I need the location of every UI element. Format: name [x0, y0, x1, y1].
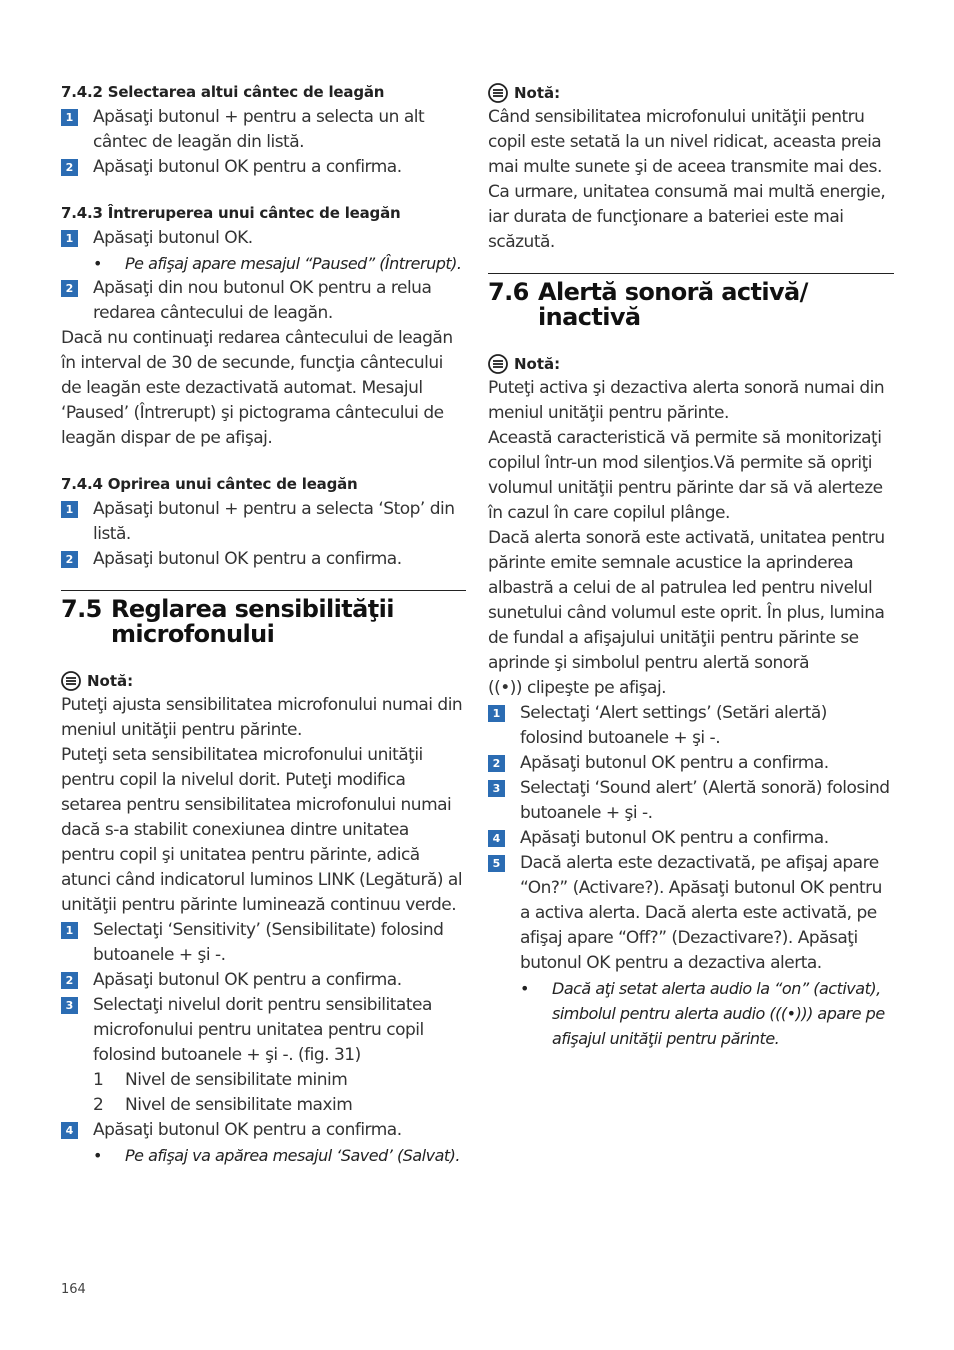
- step-text: Selectaţi ‘Alert settings’ (Setări alertă) folosind butoanele + şi -.: [520, 703, 827, 748]
- paragraph-text: clipeşte pe afişaj.: [526, 678, 667, 698]
- note-icon: [488, 83, 508, 103]
- sound-alert-icon: ((•)): [488, 678, 523, 698]
- section-title: [61, 597, 466, 647]
- step-text: Selectaţi ‘Sound alert’ (Alertă sonoră) folosind butoanele + şi -.: [520, 778, 890, 823]
- step-badge: 2: [61, 972, 78, 989]
- bullet-item: • Pe afişaj apare mesajul “Paused” (Întrerupt).: [93, 254, 462, 273]
- heading-7-4-3: 7.4.3 Întreruperea unui cântec de leagăn: [61, 204, 401, 222]
- step-badge: 2: [61, 159, 78, 176]
- sublist-text: Nivel de sensibilitate minim: [125, 1070, 348, 1090]
- section-title-text: Alertă sonoră activă/ inactivă: [538, 278, 808, 331]
- step-badge: 2: [488, 755, 505, 772]
- paragraph: Când sensibilitatea microfonului unităţii pentru copil este setată la un nivel ridicat, aceasta preia mai multe sunete şi de aceea transmite mai des. Ca urmare, unitatea consumă mai multă energie, iar durata de funcţionare a bateriei este mai scăzută.: [488, 107, 886, 252]
- step-text: Apăsaţi butonul OK pentru a confirma.: [93, 1120, 402, 1140]
- note-label: Notă:: [514, 83, 561, 102]
- step: [61, 226, 466, 251]
- note-header: [61, 668, 466, 693]
- note-header: [488, 80, 894, 105]
- bullet-text: ) apare pe afişajul unităţii pentru părinte.: [552, 1004, 885, 1048]
- step-text: Apăsaţi butonul + pentru a selecta un alt cântec de leagăn din listă.: [93, 107, 425, 152]
- step-badge: 4: [61, 1122, 78, 1139]
- note-icon: [61, 671, 81, 691]
- step: [61, 276, 466, 326]
- note-label: Notă:: [514, 354, 561, 373]
- step-text: Dacă alerta este dezactivată, pe afişaj apare “On?” (Activare?). Apăsaţi butonul OK pentru a activa alerta. Dacă alerta este activată, pe afişaj apare “Off?” (Dezactivare?). Apăsaţi butonul OK pentru a dezactiva alerta.: [520, 853, 882, 973]
- sublist-text: Nivel de sensibilitate maxim: [125, 1095, 353, 1115]
- bullet-text: Pe afişaj va apărea mesajul ‘Saved’ (Salvat).: [125, 1146, 460, 1165]
- paragraph-text: Dacă alerta sonoră este activată, unitatea pentru părinte emite semnale acustice la aprinderea albastră a celui de al patrulea led pentru nivelul sunetului când volumul este oprit. În plus, lumina de fundal a afişajului unităţii pentru părinte se aprinde şi simbolul pentru alertă sonoră: [488, 528, 885, 673]
- bullet-text: Dacă aţi setat alerta audio la “on” (activat), simbolul pentru alerta audio (: [552, 979, 881, 1023]
- step: [488, 776, 894, 826]
- page-number: 164: [61, 1282, 86, 1297]
- step-text: Apăsaţi butonul OK pentru a confirma.: [93, 970, 402, 990]
- sublist-number: 2: [93, 1095, 104, 1115]
- section-number: 7.6: [488, 278, 529, 306]
- step-badge: 2: [61, 280, 78, 297]
- bullet-item: • Dacă aţi setat alerta audio la “on” (activat), simbolul pentru alerta audio (((•))) apare pe afişajul unităţii pentru părinte.: [520, 979, 885, 1048]
- step-text: Apăsaţi din nou butonul OK pentru a relua redarea cântecului de leagăn.: [93, 278, 432, 323]
- step: [488, 851, 894, 976]
- step-badge: 1: [61, 109, 78, 126]
- paragraph: Această caracteristică vă permite să monitorizaţi copilul într-un mod silenţios.Vă permite să opriţi volumul unităţii pentru părinte dar să vă alerteze în cazul în care copilul plânge.: [488, 428, 883, 523]
- step-badge: 2: [61, 551, 78, 568]
- section-7-5: [61, 590, 466, 647]
- heading-7-4-2: 7.4.2 Selectarea altui cântec de leagăn: [61, 83, 385, 101]
- step-badge: 5: [488, 855, 505, 872]
- step: [61, 547, 466, 572]
- sublist-item: [61, 1068, 466, 1093]
- step-badge: 3: [488, 780, 505, 797]
- section-title-text: Reglarea sensibilităţii microfonului: [111, 595, 394, 648]
- step-badge: 1: [61, 501, 78, 518]
- paragraph: [488, 526, 894, 701]
- bullet-text: Pe afişaj apare mesajul “Paused” (Întrerupt).: [125, 254, 462, 273]
- step: [488, 826, 894, 851]
- step: [61, 918, 466, 968]
- paragraph: Puteţi ajusta sensibilitatea microfonului numai din meniul unităţii pentru părinte.: [61, 695, 463, 740]
- note-icon: [488, 354, 508, 374]
- step-text: Apăsaţi butonul OK.: [93, 228, 253, 248]
- step-badge: 3: [61, 997, 78, 1014]
- step-text: Apăsaţi butonul OK pentru a confirma.: [520, 828, 829, 848]
- sound-alert-icon: ((•)): [775, 1004, 808, 1023]
- step-text: Selectaţi nivelul dorit pentru sensibilitatea microfonului pentru unitatea pentru copil folosind butoanele + şi -. (fig. 31): [93, 995, 432, 1065]
- step-badge: 1: [61, 922, 78, 939]
- paragraph: Puteţi activa şi dezactiva alerta sonoră numai din meniul unităţii pentru părinte.: [488, 378, 885, 423]
- step: [61, 1118, 466, 1143]
- paragraph: Dacă nu continuaţi redarea cântecului de leagăn în interval de 30 de secunde, funcţia cântecului de leagăn este dezactivată automat. Mesajul ‘Paused’ (Întrerupt) şi pictograma cântecului de leagăn dispar de pe afişaj.: [61, 328, 453, 448]
- step-text: Selectaţi ‘Sensitivity’ (Sensibilitate) folosind butoanele + şi -.: [93, 920, 444, 965]
- right-column: [488, 80, 894, 1051]
- step: [61, 993, 466, 1068]
- step-text: Apăsaţi butonul OK pentru a confirma.: [93, 549, 402, 569]
- step: [61, 105, 466, 155]
- note-header: [488, 351, 894, 376]
- section-title: [488, 280, 894, 330]
- step-badge: 1: [488, 705, 505, 722]
- bullet-item: • Pe afişaj va apărea mesajul ‘Saved’ (Salvat).: [93, 1146, 460, 1165]
- step: [61, 497, 466, 547]
- step-text: Apăsaţi butonul OK pentru a confirma.: [520, 753, 829, 773]
- step: [61, 155, 466, 180]
- step-badge: 1: [61, 230, 78, 247]
- section-number: 7.5: [61, 595, 102, 623]
- step: [488, 751, 894, 776]
- heading-7-4-4: 7.4.4 Oprirea unui cântec de leagăn: [61, 475, 358, 493]
- paragraph: Puteţi seta sensibilitatea microfonului unităţii pentru copil la nivelul dorit. Puteţi modifica setarea pentru sensibilitatea microfonului numai dacă s-a stabilit conexiunea dintre unitatea pentru copil şi unitatea pentru părinte, adică atunci când indicatorul luminos LINK (Legătură) al unităţii pentru părinte luminează continuu verde.: [61, 745, 463, 915]
- step: [488, 701, 894, 751]
- left-column: [61, 80, 466, 1168]
- step-text: Apăsaţi butonul + pentru a selecta ‘Stop’ din listă.: [93, 499, 455, 544]
- step-badge: 4: [488, 830, 505, 847]
- sublist-item: [61, 1093, 466, 1118]
- sublist-number: 1: [93, 1070, 104, 1090]
- note-label: Notă:: [87, 671, 134, 690]
- step: [61, 968, 466, 993]
- step-text: Apăsaţi butonul OK pentru a confirma.: [93, 157, 402, 177]
- section-7-6: [488, 273, 894, 330]
